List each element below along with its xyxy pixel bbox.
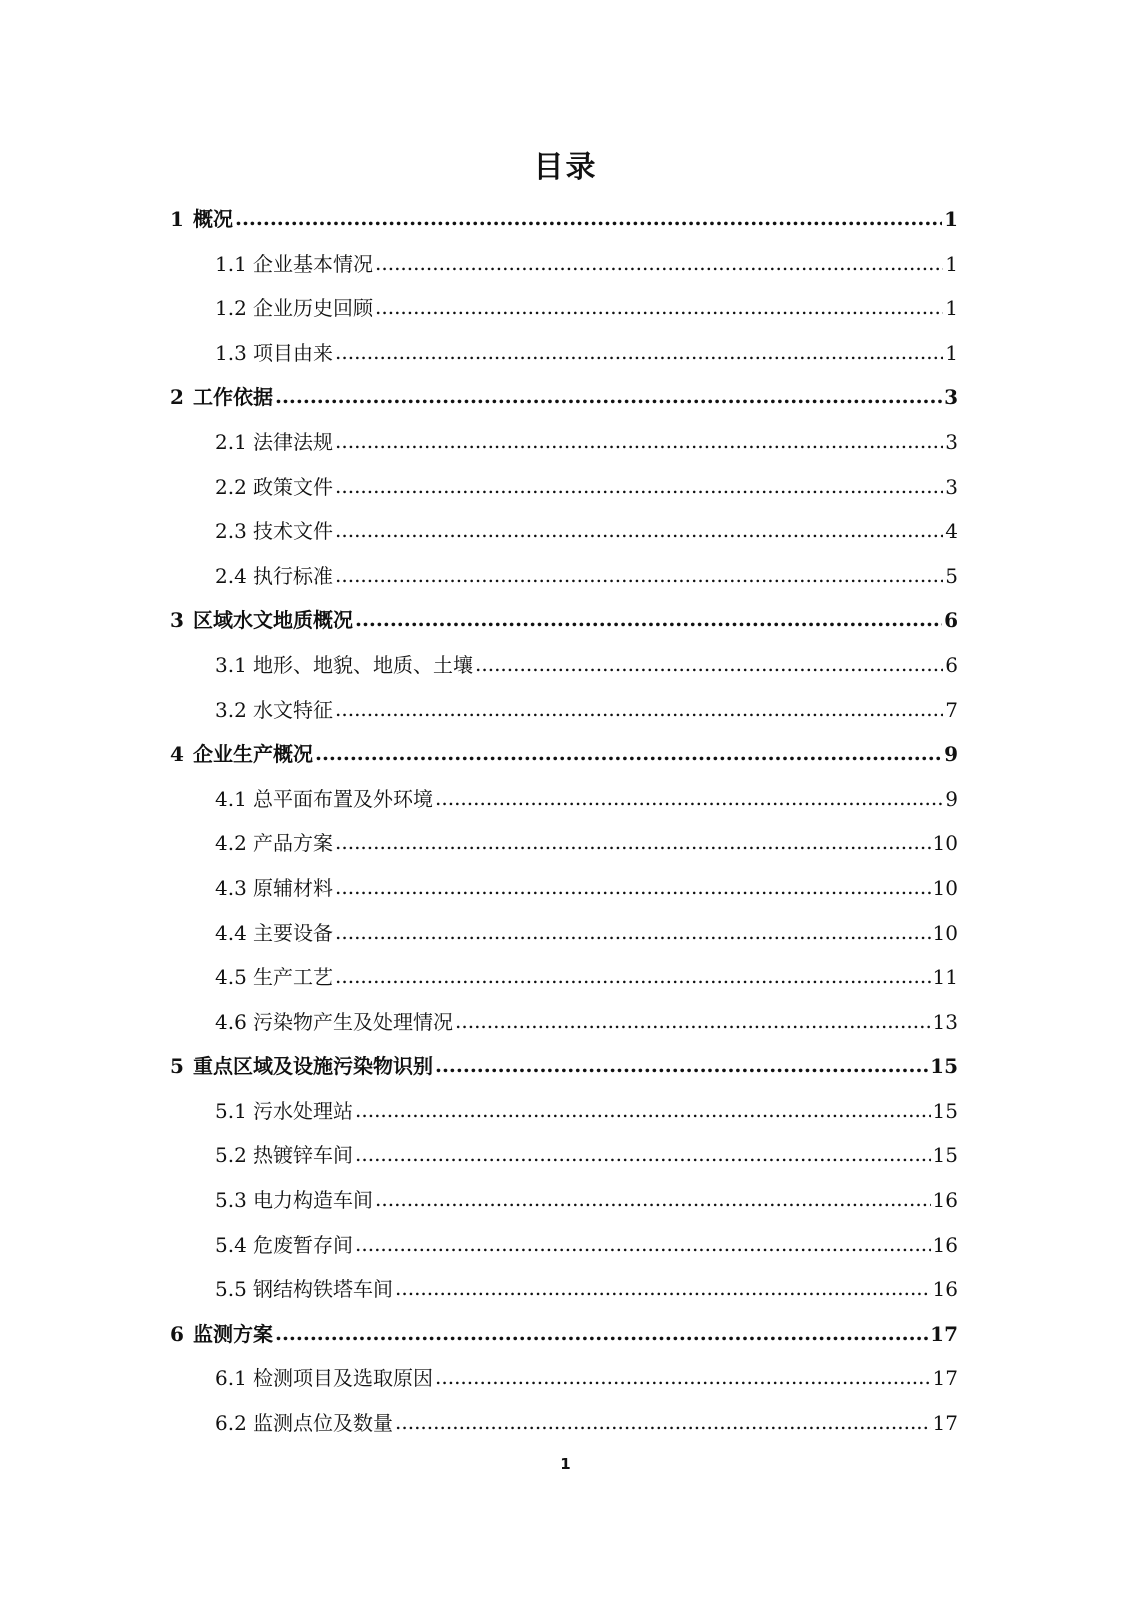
toc-section-entry[interactable] (170, 955, 958, 1000)
toc-section-entry[interactable] (170, 1133, 958, 1178)
toc-entry-page: 1 (945, 340, 958, 365)
toc-section-entry[interactable] (170, 465, 958, 510)
toc-entry-page: 16 (932, 1277, 958, 1302)
toc-dot-leader (475, 642, 943, 687)
toc-entry-title: 政策文件 (253, 474, 333, 499)
toc-entry-page: 16 (932, 1188, 958, 1213)
toc-entry-page: 3 (945, 429, 958, 454)
toc-entry-title: 概况 (193, 207, 233, 231)
toc-section-entry[interactable] (170, 821, 958, 866)
toc-section-entry[interactable] (170, 688, 958, 733)
toc-entry-page: 4 (945, 519, 958, 544)
toc-entry-title: 主要设备 (253, 920, 333, 945)
toc-entry-title: 工作依据 (193, 385, 273, 410)
toc-entry-number: 2.1 (215, 429, 247, 454)
toc-dot-leader (235, 196, 942, 241)
toc-entry-title: 热镀锌车间 (253, 1143, 353, 1168)
toc-entry-number: 3.1 (215, 652, 247, 677)
page-number: 1 (560, 1455, 571, 1473)
toc-entry-number: 2.4 (215, 563, 247, 588)
toc-entry-page: 10 (932, 831, 958, 856)
table-of-contents (170, 197, 958, 1446)
toc-chapter-entry[interactable] (170, 1312, 958, 1357)
toc-dot-leader (435, 1355, 931, 1400)
toc-entry-title: 检测项目及选取原因 (253, 1366, 433, 1391)
toc-entry-page: 15 (932, 1098, 958, 1123)
toc-dot-leader (455, 999, 931, 1044)
toc-entry-page: 6 (944, 608, 958, 633)
toc-entry-number: 1.3 (215, 340, 247, 365)
toc-entry-number: 5.3 (215, 1188, 247, 1213)
toc-entry-number: 6.1 (215, 1366, 247, 1391)
toc-entry-number: 5 (170, 1054, 184, 1079)
toc-entry-number: 4.5 (215, 965, 247, 990)
toc-entry-page: 17 (932, 1366, 958, 1391)
toc-entry-page: 15 (932, 1143, 958, 1168)
toc-dot-leader (375, 241, 943, 286)
toc-entry-title: 水文特征 (253, 697, 333, 722)
toc-dot-leader (315, 731, 942, 776)
toc-entry-number: 5.1 (215, 1098, 247, 1123)
toc-dot-leader (335, 508, 943, 553)
toc-section-entry[interactable] (170, 242, 958, 287)
toc-entry-number: 1.2 (215, 296, 247, 321)
toc-chapter-entry[interactable] (170, 375, 958, 420)
toc-entry-title: 技术文件 (253, 519, 333, 544)
toc-dot-leader (335, 464, 943, 509)
toc-dot-leader (335, 330, 943, 375)
toc-section-entry[interactable] (170, 911, 958, 956)
toc-dot-leader (275, 1311, 928, 1356)
toc-entry-number: 4.3 (215, 875, 247, 900)
toc-dot-leader (335, 910, 931, 955)
toc-entry-title: 地形、地貌、地质、土壤 (253, 652, 473, 677)
toc-title: 目录 (533, 150, 598, 185)
toc-dot-leader (435, 1043, 928, 1088)
toc-entry-page: 16 (932, 1232, 958, 1257)
toc-entry-page: 10 (932, 875, 958, 900)
toc-entry-page: 13 (932, 1009, 958, 1034)
toc-chapter-entry[interactable] (170, 598, 958, 643)
toc-entry-page: 7 (945, 697, 958, 722)
toc-entry-page: 17 (930, 1321, 958, 1346)
toc-entry-page: 5 (945, 563, 958, 588)
toc-section-entry[interactable] (170, 1267, 958, 1312)
toc-entry-page: 3 (944, 385, 958, 410)
toc-entry-number: 2.2 (215, 474, 247, 499)
toc-dot-leader (375, 1177, 931, 1222)
toc-entry-page: 3 (945, 474, 958, 499)
toc-chapter-entry[interactable] (170, 197, 958, 242)
toc-entry-page: 1 (945, 251, 958, 276)
toc-dot-leader (395, 1400, 931, 1445)
toc-entry-title: 产品方案 (253, 831, 333, 856)
toc-entry-number: 1 (170, 207, 184, 231)
toc-dot-leader (355, 1222, 931, 1267)
toc-entry-title: 监测方案 (193, 1321, 273, 1346)
toc-entry-number: 4.4 (215, 920, 247, 945)
toc-entry-page: 9 (944, 742, 958, 767)
toc-entry-number: 4.2 (215, 831, 247, 856)
toc-entry-page: 17 (932, 1411, 958, 1436)
toc-entry-page: 1 (945, 296, 958, 321)
toc-entry-number: 3 (170, 608, 184, 633)
toc-entry-title: 区域水文地质概况 (193, 608, 353, 633)
toc-dot-leader (355, 1132, 931, 1177)
toc-entry-page: 1 (944, 207, 958, 231)
toc-entry-title: 电力构造车间 (253, 1188, 373, 1213)
toc-entry-title: 钢结构铁塔车间 (253, 1277, 393, 1302)
toc-dot-leader (375, 285, 943, 330)
toc-section-entry[interactable] (170, 866, 958, 911)
toc-entry-title: 监测点位及数量 (253, 1411, 393, 1436)
toc-section-entry[interactable] (170, 1178, 958, 1223)
toc-section-entry[interactable] (170, 331, 958, 376)
toc-entry-title: 生产工艺 (253, 965, 333, 990)
toc-section-entry[interactable] (170, 1223, 958, 1268)
toc-section-entry[interactable] (170, 1089, 958, 1134)
toc-entry-number: 6 (170, 1321, 184, 1346)
toc-entry-title: 法律法规 (253, 429, 333, 454)
toc-entry-title: 污染物产生及处理情况 (253, 1009, 453, 1034)
toc-entry-number: 4.6 (215, 1009, 247, 1034)
toc-dot-leader (335, 419, 943, 464)
toc-entry-number: 6.2 (215, 1411, 247, 1436)
toc-entry-page: 11 (932, 965, 958, 990)
toc-dot-leader (355, 597, 942, 642)
toc-entry-title: 项目由来 (253, 340, 333, 365)
toc-entry-title: 企业基本情况 (253, 251, 373, 276)
toc-chapter-entry[interactable] (170, 1044, 958, 1089)
toc-section-entry[interactable] (170, 286, 958, 331)
toc-entry-number: 2 (170, 385, 184, 410)
toc-entry-title: 危废暂存间 (253, 1232, 353, 1257)
toc-entry-title: 污水处理站 (253, 1098, 353, 1123)
toc-entry-title: 企业生产概况 (193, 742, 313, 767)
toc-dot-leader (275, 374, 942, 419)
toc-entry-title: 企业历史回顾 (253, 296, 373, 321)
toc-entry-page: 9 (945, 786, 958, 811)
toc-entry-number: 5.4 (215, 1232, 247, 1257)
toc-section-entry[interactable] (170, 1000, 958, 1045)
toc-dot-leader (335, 553, 943, 598)
toc-entry-page: 15 (930, 1054, 958, 1079)
toc-dot-leader (335, 820, 931, 865)
toc-section-entry[interactable] (170, 509, 958, 554)
toc-section-entry[interactable] (170, 420, 958, 465)
toc-entry-number: 5.2 (215, 1143, 247, 1168)
toc-chapter-entry[interactable] (170, 732, 958, 777)
toc-entry-title: 重点区域及设施污染物识别 (193, 1054, 433, 1079)
toc-section-entry[interactable] (170, 777, 958, 822)
toc-section-entry[interactable] (170, 554, 958, 599)
toc-entry-page: 6 (945, 652, 958, 677)
toc-dot-leader (335, 687, 943, 732)
toc-section-entry[interactable] (170, 1401, 958, 1446)
toc-entry-title: 总平面布置及外环境 (253, 786, 433, 811)
toc-entry-title: 原辅材料 (253, 875, 333, 900)
toc-section-entry[interactable] (170, 1356, 958, 1401)
toc-entry-page: 10 (932, 920, 958, 945)
toc-entry-number: 4 (170, 742, 184, 767)
toc-dot-leader (395, 1266, 931, 1311)
toc-dot-leader (335, 865, 931, 910)
toc-entry-number: 3.2 (215, 697, 247, 722)
toc-dot-leader (435, 776, 943, 821)
toc-entry-number: 5.5 (215, 1277, 247, 1302)
toc-entry-title: 执行标准 (253, 563, 333, 588)
toc-section-entry[interactable] (170, 643, 958, 688)
toc-entry-number: 2.3 (215, 519, 247, 544)
toc-entry-number: 4.1 (215, 786, 247, 811)
toc-dot-leader (355, 1088, 931, 1133)
toc-entry-number: 1.1 (215, 251, 247, 276)
toc-dot-leader (335, 954, 931, 999)
